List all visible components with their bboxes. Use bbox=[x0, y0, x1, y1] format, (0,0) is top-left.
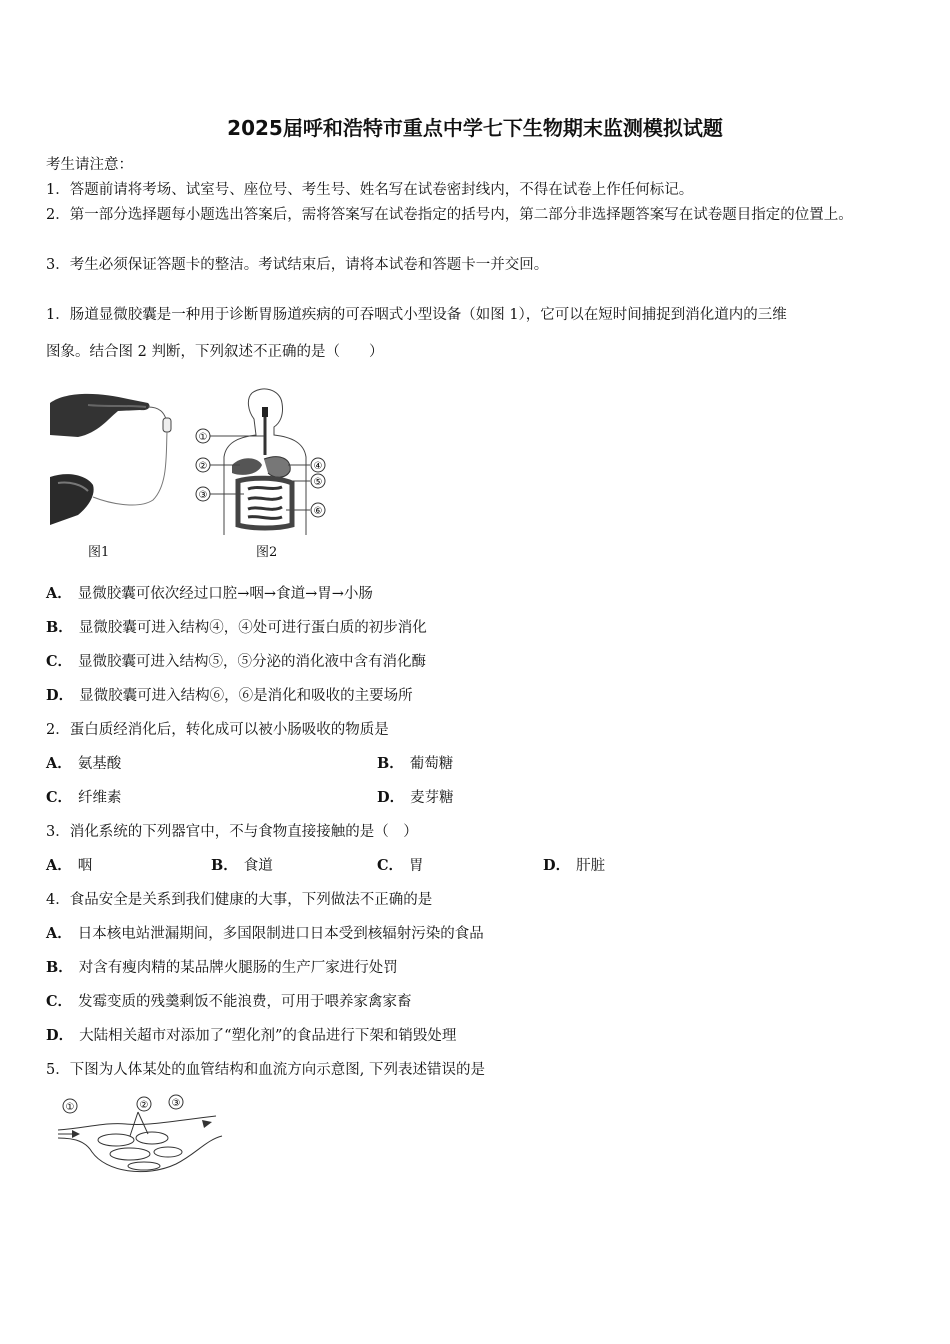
q3-option-d bbox=[543, 854, 605, 875]
option-label: A． bbox=[46, 925, 72, 942]
fig2-label-2: ② bbox=[198, 461, 208, 472]
option-label: B． bbox=[46, 959, 73, 976]
option-text: 发霉变质的残羹剩饭不能浪费，可用于喂养家禽家畜 bbox=[78, 994, 412, 1010]
option-text: 日本核电站泄漏期间，多国限制进口日本受到核辐射污染的食品 bbox=[77, 926, 484, 942]
q1-option-c bbox=[46, 650, 426, 671]
option-text: 氨基酸 bbox=[77, 756, 122, 772]
option-label: B． bbox=[377, 755, 404, 772]
fig5-label-2: ② bbox=[139, 1100, 149, 1111]
option-text: 咽 bbox=[77, 858, 93, 874]
fig2-label-6: ⑥ bbox=[313, 506, 323, 517]
option-label: C． bbox=[46, 653, 73, 670]
option-label: D． bbox=[543, 857, 571, 874]
option-label: A． bbox=[46, 755, 72, 772]
q4-option-b bbox=[46, 956, 398, 977]
q4-stem: 4．食品安全是关系到我们健康的大事，下列做法不正确的是 bbox=[46, 892, 433, 908]
notice-item-3: 3．考生必须保证答题卡的整洁。考试结束后，请将本试卷和答题卡一并交回。 bbox=[46, 257, 549, 273]
notice-item-2: 2．第一部分选择题每小题选出答案后，需将答案写在试卷指定的括号内，第二部分非选择题答案写在试卷题目指定的位置上。 bbox=[46, 207, 853, 223]
option-text: 肝脏 bbox=[576, 858, 606, 874]
q2-option-d bbox=[377, 786, 454, 807]
q3-option-a bbox=[46, 854, 92, 875]
option-text: 胃 bbox=[409, 858, 424, 874]
option-label: A． bbox=[46, 585, 72, 602]
option-text: 显微胶囊可进入结构④，④处可进行蛋白质的初步消化 bbox=[78, 620, 427, 636]
fig2-label-1: ① bbox=[198, 432, 208, 443]
q1-stem-line2: 图象。结合图 2 判断，下列叙述不正确的是（ ） bbox=[46, 344, 384, 360]
option-label: C． bbox=[46, 993, 73, 1010]
q1-option-d bbox=[46, 684, 413, 705]
digestive-system-figure bbox=[192, 385, 332, 537]
option-text: 对含有瘦肉精的某品牌火腿肠的生产厂家进行处罚 bbox=[78, 960, 398, 976]
option-text: 麦芽糖 bbox=[410, 790, 454, 806]
option-text: 大陆相关超市对添加了“塑化剂”的食品进行下架和销毁处理 bbox=[79, 1028, 457, 1044]
fig2-label-3: ③ bbox=[198, 490, 208, 501]
fig5-label-1: ① bbox=[65, 1102, 75, 1113]
option-label: B． bbox=[211, 857, 238, 874]
q2-stem: 2．蛋白质经消化后，转化成可以被小肠吸收的物质是 bbox=[46, 722, 389, 738]
q1-option-b bbox=[46, 616, 427, 637]
option-text: 显微胶囊可进入结构⑥，⑥是消化和吸收的主要场所 bbox=[79, 688, 413, 704]
q2-option-a bbox=[46, 752, 121, 773]
q3-stem: 3．消化系统的下列器官中，不与食物直接接触的是（ ） bbox=[46, 824, 418, 840]
option-label: C． bbox=[377, 857, 404, 874]
option-text: 食道 bbox=[243, 858, 273, 874]
q3-option-b bbox=[211, 854, 273, 875]
option-label: B． bbox=[46, 619, 73, 636]
capsule-hand-figure bbox=[48, 385, 188, 530]
fig2-label-5: ⑤ bbox=[313, 477, 323, 488]
q2-option-b bbox=[377, 752, 453, 773]
q1-stem-line1: 1．肠道显微胶囊是一种用于诊断胃肠道疾病的可吞咽式小型设备（如图 1），它可以在短时间捕捉到消化道内的三维 bbox=[46, 307, 787, 323]
option-label: D． bbox=[46, 687, 74, 704]
option-text: 纤维素 bbox=[78, 790, 122, 806]
option-label: A． bbox=[46, 857, 72, 874]
q2-option-c bbox=[46, 786, 122, 807]
q4-option-c bbox=[46, 990, 412, 1011]
exam-title: 2025届呼和浩特市重点中学七下生物期末监测模拟试题 bbox=[227, 116, 723, 140]
blood-vessel-figure bbox=[56, 1092, 226, 1184]
q5-stem: 5．下图为人体某处的血管结构和血流方向示意图, 下列表述错误的是 bbox=[46, 1062, 485, 1078]
q1-option-a bbox=[46, 582, 373, 603]
fig2-label-4: ④ bbox=[313, 461, 323, 472]
q4-option-a bbox=[46, 922, 484, 943]
option-label: D． bbox=[46, 1027, 74, 1044]
q4-option-d bbox=[46, 1024, 456, 1045]
option-label: D． bbox=[377, 789, 405, 806]
option-text: 葡萄糖 bbox=[409, 756, 454, 772]
q3-option-c bbox=[377, 854, 424, 875]
figure-2-caption: 图2 bbox=[256, 545, 278, 560]
notice-item-1: 1．答题前请将考场、试室号、座位号、考生号、姓名写在试卷密封线内，不得在试卷上作任何标记。 bbox=[46, 182, 694, 198]
fig5-label-3: ③ bbox=[171, 1098, 181, 1109]
option-label: C． bbox=[46, 789, 73, 806]
option-text: 显微胶囊可进入结构⑤，⑤分泌的消化液中含有消化酶 bbox=[78, 654, 427, 670]
option-text: 显微胶囊可依次经过口腔→咽→食道→胃→小肠 bbox=[77, 586, 373, 602]
notice-heading: 考生请注意： bbox=[46, 157, 133, 173]
figure-1-caption: 图1 bbox=[88, 545, 110, 560]
